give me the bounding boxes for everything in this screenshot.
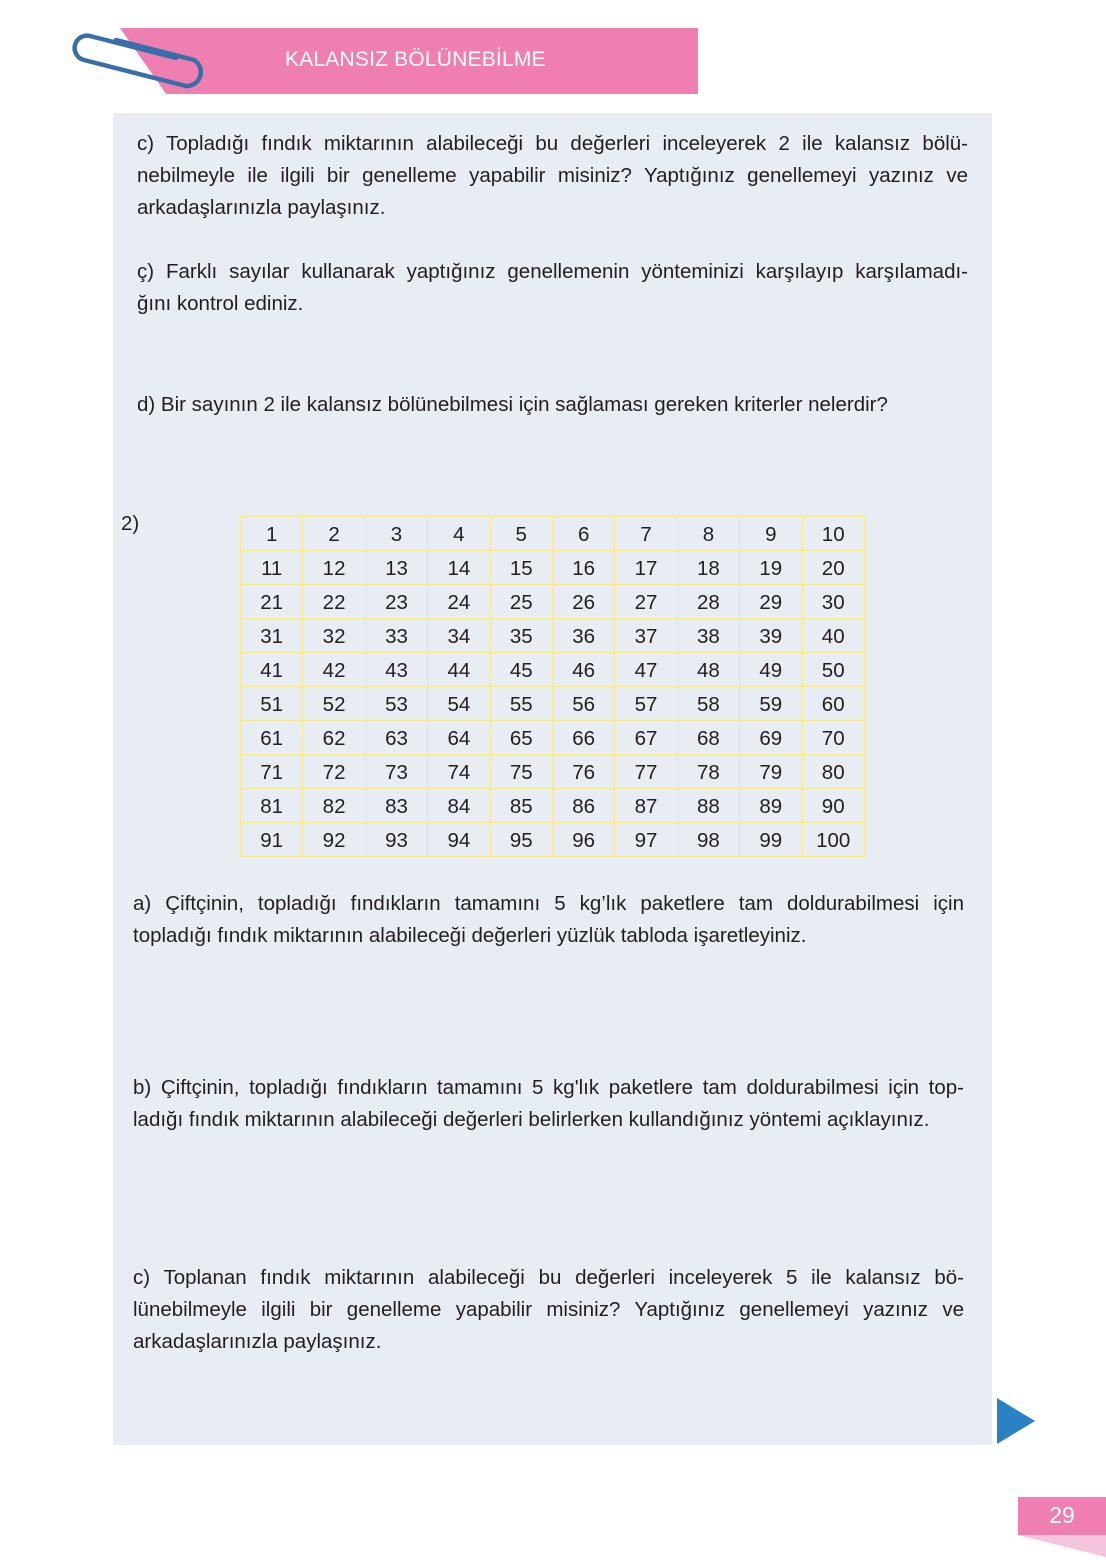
- table-cell[interactable]: 40: [802, 619, 864, 653]
- table-row: [241, 517, 865, 551]
- table-cell[interactable]: 51: [241, 687, 303, 721]
- table-cell[interactable]: 1: [241, 517, 303, 551]
- table-cell[interactable]: 67: [615, 721, 677, 755]
- table-cell[interactable]: 30: [802, 585, 864, 619]
- question-a: [133, 888, 964, 952]
- table-cell[interactable]: 90: [802, 789, 864, 823]
- table-cell[interactable]: 63: [365, 721, 427, 755]
- table-cell[interactable]: 47: [615, 653, 677, 687]
- table-cell[interactable]: 64: [428, 721, 490, 755]
- text-line: lünebilmeyle ilgili bir genelleme yapabilir misiniz? Yaptığınız genellemeyi yazınız ve: [133, 1298, 964, 1321]
- table-cell[interactable]: 86: [552, 789, 614, 823]
- text-line: nebilmeyle ile ilgili bir genelleme yapabilir misiniz? Yaptığınız genellemeyi yazınız ve: [137, 164, 968, 187]
- page-number: 29: [1018, 1497, 1106, 1535]
- table-cell[interactable]: 76: [552, 755, 614, 789]
- table-cell[interactable]: 62: [303, 721, 365, 755]
- table-cell[interactable]: 16: [552, 551, 614, 585]
- table-row: [241, 755, 865, 789]
- table-cell[interactable]: 13: [365, 551, 427, 585]
- table-cell[interactable]: 23: [365, 585, 427, 619]
- question-b: [133, 1072, 964, 1136]
- question-c-divisibility-2: [137, 128, 968, 224]
- table-cell[interactable]: 96: [552, 823, 614, 857]
- table-cell[interactable]: 27: [615, 585, 677, 619]
- table-cell[interactable]: 59: [740, 687, 802, 721]
- table-cell[interactable]: 15: [490, 551, 552, 585]
- table-cell[interactable]: 10: [802, 517, 864, 551]
- table-cell[interactable]: 4: [428, 517, 490, 551]
- table-cell[interactable]: 5: [490, 517, 552, 551]
- table-cell[interactable]: 20: [802, 551, 864, 585]
- table-row: [241, 789, 865, 823]
- table-cell[interactable]: 95: [490, 823, 552, 857]
- table-cell[interactable]: 84: [428, 789, 490, 823]
- table-cell[interactable]: 38: [677, 619, 739, 653]
- chapter-title: KALANSIZ BÖLÜNEBİLME: [285, 48, 546, 71]
- table-cell[interactable]: 82: [303, 789, 365, 823]
- table-cell[interactable]: 39: [740, 619, 802, 653]
- table-row: [241, 619, 865, 653]
- table-cell[interactable]: 78: [677, 755, 739, 789]
- table-cell[interactable]: 37: [615, 619, 677, 653]
- text-line: b) Çiftçinin, topladığı fındıkların tamamını 5 kg'lık paketlere tam doldurabilmesi için top-: [133, 1076, 964, 1099]
- table-cell[interactable]: 77: [615, 755, 677, 789]
- table-cell[interactable]: 87: [615, 789, 677, 823]
- table-row: [241, 585, 865, 619]
- table-cell[interactable]: 22: [303, 585, 365, 619]
- table-cell[interactable]: 50: [802, 653, 864, 687]
- table-cell[interactable]: 49: [740, 653, 802, 687]
- table-cell[interactable]: 83: [365, 789, 427, 823]
- table-cell[interactable]: 74: [428, 755, 490, 789]
- table-cell[interactable]: 100: [802, 823, 864, 857]
- table-cell[interactable]: 66: [552, 721, 614, 755]
- table-cell[interactable]: 26: [552, 585, 614, 619]
- table-cell[interactable]: 48: [677, 653, 739, 687]
- text-line: arkadaşlarınızla paylaşınız.: [133, 1330, 382, 1353]
- table-row: [241, 551, 865, 585]
- question-d: [137, 389, 968, 421]
- table-cell[interactable]: 31: [241, 619, 303, 653]
- table-cell[interactable]: 60: [802, 687, 864, 721]
- table-cell[interactable]: 72: [303, 755, 365, 789]
- text-line: c) Topladığı fındık miktarının alabileceği bu değerleri inceleyerek 2 ile kalansız bölü-: [137, 132, 968, 155]
- table-cell[interactable]: 88: [677, 789, 739, 823]
- table-cell[interactable]: 91: [241, 823, 303, 857]
- table-cell[interactable]: 57: [615, 687, 677, 721]
- table-cell[interactable]: 46: [552, 653, 614, 687]
- next-page-arrow-icon[interactable]: [997, 1398, 1035, 1444]
- table-cell[interactable]: 24: [428, 585, 490, 619]
- table-cell[interactable]: 7: [615, 517, 677, 551]
- table-cell[interactable]: 99: [740, 823, 802, 857]
- table-cell[interactable]: 79: [740, 755, 802, 789]
- table-cell[interactable]: 98: [677, 823, 739, 857]
- text-line: arkadaşlarınızla paylaşınız.: [137, 196, 386, 219]
- table-cell[interactable]: 53: [365, 687, 427, 721]
- table-cell[interactable]: 73: [365, 755, 427, 789]
- paperclip-icon: [66, 22, 211, 92]
- table-cell[interactable]: 32: [303, 619, 365, 653]
- table-cell[interactable]: 29: [740, 585, 802, 619]
- table-row: [241, 687, 865, 721]
- question-c-cedilla: [137, 256, 968, 320]
- text-line: ğını kontrol ediniz.: [137, 292, 304, 315]
- table-cell[interactable]: 70: [802, 721, 864, 755]
- table-cell[interactable]: 65: [490, 721, 552, 755]
- question-2-label: 2): [121, 512, 140, 535]
- text-line: d) Bir sayının 2 ile kalansız bölünebilmesi için sağlaması gereken kriterler nelerdir?: [137, 393, 888, 416]
- table-cell[interactable]: 36: [552, 619, 614, 653]
- text-line: c) Toplanan fındık miktarının alabileceği bu değerleri inceleyerek 5 ile kalansız bö-: [133, 1266, 964, 1289]
- hundred-table: [240, 516, 865, 857]
- table-cell[interactable]: 75: [490, 755, 552, 789]
- table-cell[interactable]: 58: [677, 687, 739, 721]
- table-cell[interactable]: 85: [490, 789, 552, 823]
- table-cell[interactable]: 92: [303, 823, 365, 857]
- table-row: [241, 823, 865, 857]
- table-cell[interactable]: 14: [428, 551, 490, 585]
- table-cell[interactable]: 42: [303, 653, 365, 687]
- table-cell[interactable]: 45: [490, 653, 552, 687]
- text-line: ç) Farklı sayılar kullanarak yaptığınız genellemenin yönteminizi karşılayıp karşılamadı-: [137, 260, 968, 283]
- table-cell[interactable]: 18: [677, 551, 739, 585]
- text-line: ladığı fındık miktarının alabileceği değerleri belirlerken kullandığınız yöntemi açıklayınız.: [133, 1108, 930, 1131]
- table-cell[interactable]: 11: [241, 551, 303, 585]
- table-cell[interactable]: 81: [241, 789, 303, 823]
- table-cell[interactable]: 34: [428, 619, 490, 653]
- table-cell[interactable]: 33: [365, 619, 427, 653]
- table-cell[interactable]: 9: [740, 517, 802, 551]
- table-cell[interactable]: 19: [740, 551, 802, 585]
- table-cell[interactable]: 6: [552, 517, 614, 551]
- table-row: [241, 721, 865, 755]
- table-cell[interactable]: 55: [490, 687, 552, 721]
- table-cell[interactable]: 41: [241, 653, 303, 687]
- table-cell[interactable]: 89: [740, 789, 802, 823]
- table-cell[interactable]: 25: [490, 585, 552, 619]
- text-line: a) Çiftçinin, topladığı fındıkların tamamını 5 kg’lık paketlere tam doldurabilmesi için: [133, 892, 964, 915]
- text-line: topladığı fındık miktarının alabileceği değerleri yüzlük tabloda işaretleyiniz.: [133, 924, 807, 947]
- table-cell[interactable]: 28: [677, 585, 739, 619]
- table-cell[interactable]: 8: [677, 517, 739, 551]
- question-c-divisibility-5: [133, 1262, 964, 1358]
- table-cell[interactable]: 44: [428, 653, 490, 687]
- table-row: [241, 653, 865, 687]
- table-cell[interactable]: 54: [428, 687, 490, 721]
- page-number-tab-decoration: [1018, 1535, 1106, 1557]
- table-cell[interactable]: 71: [241, 755, 303, 789]
- table-cell[interactable]: 97: [615, 823, 677, 857]
- table-cell[interactable]: 56: [552, 687, 614, 721]
- table-cell[interactable]: 52: [303, 687, 365, 721]
- table-cell[interactable]: 69: [740, 721, 802, 755]
- table-cell[interactable]: 43: [365, 653, 427, 687]
- table-cell[interactable]: 12: [303, 551, 365, 585]
- table-cell[interactable]: 17: [615, 551, 677, 585]
- table-cell[interactable]: 80: [802, 755, 864, 789]
- table-cell[interactable]: 94: [428, 823, 490, 857]
- table-cell[interactable]: 2: [303, 517, 365, 551]
- table-cell[interactable]: 93: [365, 823, 427, 857]
- table-cell[interactable]: 21: [241, 585, 303, 619]
- table-cell[interactable]: 35: [490, 619, 552, 653]
- table-cell[interactable]: 3: [365, 517, 427, 551]
- table-cell[interactable]: 68: [677, 721, 739, 755]
- table-cell[interactable]: 61: [241, 721, 303, 755]
